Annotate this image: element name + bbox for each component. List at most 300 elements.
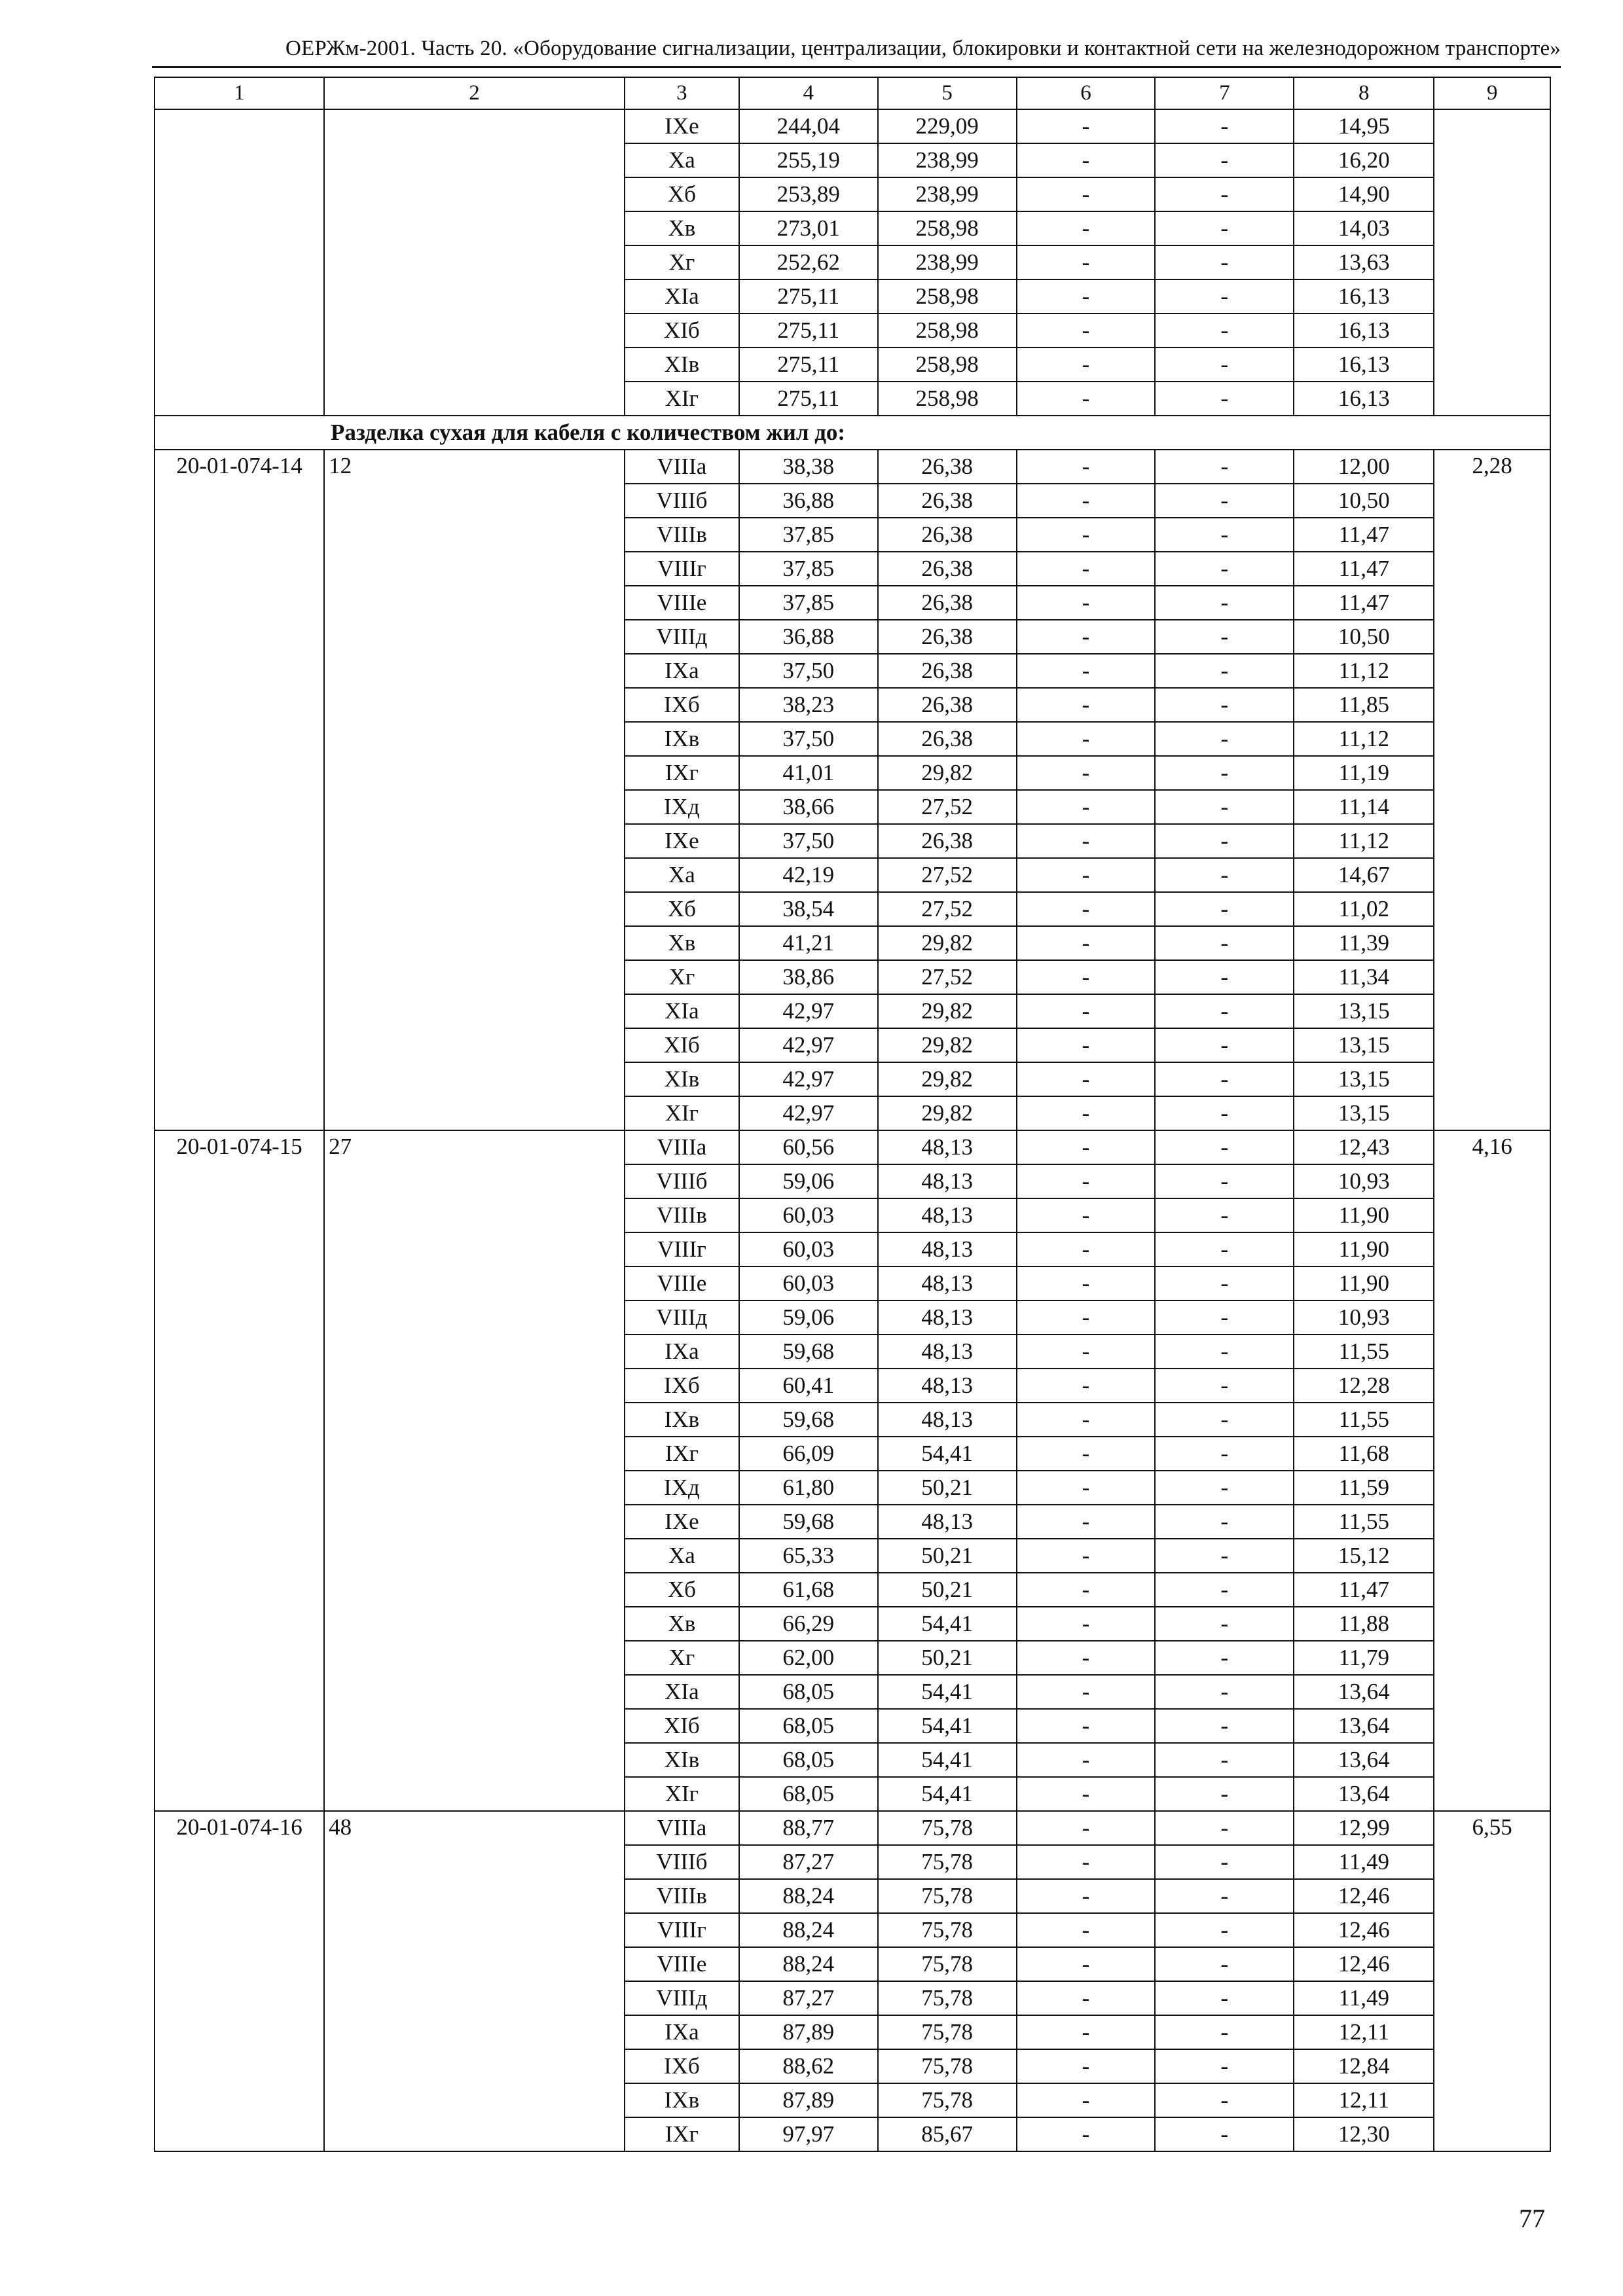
- table-cell-col3: Xб: [625, 892, 739, 926]
- table-cell-col4: 38,54: [739, 892, 878, 926]
- table-cell-col8: 12,84: [1294, 2049, 1434, 2083]
- rate-code: 20-01-074-15: [155, 1130, 324, 1811]
- table-cell-col4: 59,06: [739, 1300, 878, 1335]
- table-cell-col4: 60,03: [739, 1266, 878, 1300]
- table-cell-col5: 75,78: [878, 1879, 1017, 1913]
- table-cell-col7: -: [1155, 1539, 1294, 1573]
- table-cell-col6: -: [1017, 382, 1156, 416]
- table-cell-col4: 68,05: [739, 1709, 878, 1743]
- table-cell-col5: 238,99: [878, 177, 1017, 211]
- table-cell-col5: 258,98: [878, 211, 1017, 245]
- table-cell-col4: 88,77: [739, 1811, 878, 1845]
- section-title: Разделка сухая для кабеля с количеством жил до:: [155, 416, 1550, 450]
- table-cell-col5: 29,82: [878, 756, 1017, 790]
- rates-table: [154, 77, 1551, 2152]
- table-cell-col5: 50,21: [878, 1641, 1017, 1675]
- table-cell-col5: 27,52: [878, 892, 1017, 926]
- table-cell-col8: 14,95: [1294, 109, 1434, 143]
- table-cell-col8: 12,30: [1294, 2117, 1434, 2151]
- table-cell-col8: 10,93: [1294, 1164, 1434, 1198]
- column-number: 8: [1294, 77, 1434, 109]
- table-cell-col3: VIIIд: [625, 1981, 739, 2015]
- table-cell-col8: 10,50: [1294, 620, 1434, 654]
- table-cell-col5: 26,38: [878, 450, 1017, 484]
- table-cell-col7: -: [1155, 245, 1294, 279]
- table-cell-col4: 59,68: [739, 1505, 878, 1539]
- table-cell-col8: 14,90: [1294, 177, 1434, 211]
- table-cell-col8: 13,15: [1294, 994, 1434, 1028]
- table-cell-col9: [1434, 109, 1550, 416]
- column-number: 5: [878, 77, 1017, 109]
- table-cell-col3: IXa: [625, 1335, 739, 1369]
- table-cell-col4: 68,05: [739, 1743, 878, 1777]
- table-cell-col8: 11,90: [1294, 1198, 1434, 1232]
- table-cell-col7: -: [1155, 1777, 1294, 1811]
- table-cell-col4: 62,00: [739, 1641, 878, 1675]
- table-cell-col3: Xa: [625, 858, 739, 892]
- table-cell-col5: 29,82: [878, 994, 1017, 1028]
- table-cell-col6: -: [1017, 1062, 1156, 1096]
- table-cell-col3: VIIIб: [625, 484, 739, 518]
- table-cell-col3: IXг: [625, 2117, 739, 2151]
- table-cell-col4: 253,89: [739, 177, 878, 211]
- table-cell-col6: -: [1017, 143, 1156, 177]
- table-cell-col8: 16,20: [1294, 143, 1434, 177]
- table-cell-col7: -: [1155, 1335, 1294, 1369]
- table-cell-col8: 11,49: [1294, 1981, 1434, 2015]
- table-cell-col8: 11,34: [1294, 960, 1434, 994]
- table-cell-col6: -: [1017, 1981, 1156, 2015]
- table-cell-col3: Xб: [625, 177, 739, 211]
- table-cell-col8: 11,59: [1294, 1471, 1434, 1505]
- rate-name: [324, 109, 625, 416]
- table-cell-col7: -: [1155, 279, 1294, 314]
- table-cell-col5: 258,98: [878, 279, 1017, 314]
- table-cell-col6: -: [1017, 1709, 1156, 1743]
- section-row: [155, 416, 1550, 450]
- table-cell-col6: -: [1017, 1471, 1156, 1505]
- table-cell-col5: 50,21: [878, 1471, 1017, 1505]
- table-cell-col8: 12,46: [1294, 1913, 1434, 1947]
- table-cell-col6: -: [1017, 1403, 1156, 1437]
- table-cell-col5: 48,13: [878, 1369, 1017, 1403]
- table-cell-col7: -: [1155, 620, 1294, 654]
- table-cell-col3: VIIIд: [625, 1300, 739, 1335]
- table-cell-col7: -: [1155, 892, 1294, 926]
- table-cell-col4: 42,97: [739, 1062, 878, 1096]
- table-cell-col3: VIIIe: [625, 586, 739, 620]
- table-cell-col7: -: [1155, 722, 1294, 756]
- table-cell-col6: -: [1017, 1607, 1156, 1641]
- table-cell-col6: -: [1017, 1437, 1156, 1471]
- table-cell-col4: 88,24: [739, 1913, 878, 1947]
- table-cell-col3: IXд: [625, 1471, 739, 1505]
- table-cell-col8: 11,49: [1294, 1845, 1434, 1879]
- table-cell-col8: 11,79: [1294, 1641, 1434, 1675]
- table-cell-col8: 12,28: [1294, 1369, 1434, 1403]
- table-cell-col7: -: [1155, 1641, 1294, 1675]
- table-cell-col7: -: [1155, 484, 1294, 518]
- table-cell-col6: -: [1017, 654, 1156, 688]
- table-cell-col3: XIв: [625, 348, 739, 382]
- table-cell-col4: 38,38: [739, 450, 878, 484]
- table-cell-col5: 75,78: [878, 1913, 1017, 1947]
- table-cell-col7: -: [1155, 926, 1294, 960]
- table-cell-col4: 60,41: [739, 1369, 878, 1403]
- table-cell-col6: -: [1017, 348, 1156, 382]
- table-cell-col5: 50,21: [878, 1539, 1017, 1573]
- table-cell-col7: -: [1155, 654, 1294, 688]
- rate-code: 20-01-074-14: [155, 450, 324, 1130]
- table-cell-col7: -: [1155, 1675, 1294, 1709]
- table-cell-col8: 11,55: [1294, 1335, 1434, 1369]
- table-cell-col7: -: [1155, 1198, 1294, 1232]
- table-cell-col7: -: [1155, 177, 1294, 211]
- table-cell-col8: 12,46: [1294, 1947, 1434, 1981]
- table-row: [155, 450, 1550, 484]
- table-row: [155, 1130, 1550, 1164]
- table-cell-col5: 27,52: [878, 790, 1017, 824]
- table-cell-col7: -: [1155, 1471, 1294, 1505]
- table-cell-col5: 48,13: [878, 1130, 1017, 1164]
- table-cell-col6: -: [1017, 314, 1156, 348]
- column-number: 2: [324, 77, 625, 109]
- table-cell-col5: 75,78: [878, 1811, 1017, 1845]
- table-cell-col4: 68,05: [739, 1777, 878, 1811]
- table-cell-col3: IXг: [625, 1437, 739, 1471]
- table-cell-col7: -: [1155, 348, 1294, 382]
- table-cell-col6: -: [1017, 484, 1156, 518]
- table-cell-col3: XIa: [625, 994, 739, 1028]
- table-cell-col5: 75,78: [878, 1845, 1017, 1879]
- table-cell-col5: 75,78: [878, 2015, 1017, 2049]
- rate-code: 20-01-074-16: [155, 1811, 324, 2151]
- table-cell-col8: 11,90: [1294, 1266, 1434, 1300]
- table-cell-col3: XIв: [625, 1743, 739, 1777]
- table-cell-col7: -: [1155, 1437, 1294, 1471]
- table-cell-col3: XIa: [625, 1675, 739, 1709]
- table-cell-col3: VIIIe: [625, 1947, 739, 1981]
- table-cell-col7: -: [1155, 1709, 1294, 1743]
- table-cell-col7: -: [1155, 960, 1294, 994]
- table-cell-col3: Xв: [625, 211, 739, 245]
- table-cell-col3: Xг: [625, 960, 739, 994]
- table-cell-col5: 26,38: [878, 654, 1017, 688]
- table-cell-col3: VIIIe: [625, 1266, 739, 1300]
- table-cell-col6: -: [1017, 1232, 1156, 1266]
- table-cell-col7: -: [1155, 450, 1294, 484]
- table-cell-col4: 273,01: [739, 211, 878, 245]
- table-cell-col6: -: [1017, 1811, 1156, 1845]
- table-cell-col5: 29,82: [878, 1096, 1017, 1130]
- rate-name: 48: [324, 1811, 625, 2151]
- table-cell-col3: IXв: [625, 1403, 739, 1437]
- table-cell-col7: -: [1155, 382, 1294, 416]
- table-cell-col5: 26,38: [878, 688, 1017, 722]
- table-cell-col4: 87,27: [739, 1845, 878, 1879]
- table-cell-col8: 11,02: [1294, 892, 1434, 926]
- table-cell-col8: 16,13: [1294, 382, 1434, 416]
- table-cell-col4: 88,24: [739, 1947, 878, 1981]
- table-cell-col4: 68,05: [739, 1675, 878, 1709]
- table-cell-col7: -: [1155, 2117, 1294, 2151]
- table-cell-col3: IXб: [625, 1369, 739, 1403]
- table-cell-col3: XIг: [625, 382, 739, 416]
- table-cell-col9: 6,55: [1434, 1811, 1550, 2151]
- column-number: 7: [1155, 77, 1294, 109]
- table-cell-col3: IXг: [625, 756, 739, 790]
- table-cell-col5: 26,38: [878, 620, 1017, 654]
- table-cell-col6: -: [1017, 1947, 1156, 1981]
- table-cell-col8: 12,11: [1294, 2083, 1434, 2117]
- table-cell-col8: 11,88: [1294, 1607, 1434, 1641]
- table-cell-col5: 258,98: [878, 314, 1017, 348]
- table-cell-col3: Xг: [625, 1641, 739, 1675]
- table-cell-col4: 36,88: [739, 620, 878, 654]
- table-cell-col8: 12,43: [1294, 1130, 1434, 1164]
- table-cell-col6: -: [1017, 109, 1156, 143]
- table-cell-col4: 66,09: [739, 1437, 878, 1471]
- table-cell-col4: 87,89: [739, 2083, 878, 2117]
- table-cell-col7: -: [1155, 1811, 1294, 1845]
- table-cell-col4: 255,19: [739, 143, 878, 177]
- table-cell-col6: -: [1017, 552, 1156, 586]
- table-cell-col3: IXб: [625, 688, 739, 722]
- table-cell-col6: -: [1017, 1164, 1156, 1198]
- table-cell-col5: 48,13: [878, 1232, 1017, 1266]
- table-cell-col3: XIг: [625, 1096, 739, 1130]
- table-cell-col8: 11,47: [1294, 552, 1434, 586]
- table-cell-col3: IXв: [625, 2083, 739, 2117]
- table-cell-col5: 54,41: [878, 1675, 1017, 1709]
- table-cell-col5: 26,38: [878, 518, 1017, 552]
- table-cell-col7: -: [1155, 858, 1294, 892]
- table-cell-col5: 54,41: [878, 1437, 1017, 1471]
- table-cell-col7: -: [1155, 1028, 1294, 1062]
- column-number: 9: [1434, 77, 1550, 109]
- table-cell-col8: 12,46: [1294, 1879, 1434, 1913]
- table-cell-col7: -: [1155, 552, 1294, 586]
- table-cell-col7: -: [1155, 1981, 1294, 2015]
- header-rule: [152, 66, 1561, 68]
- table-cell-col3: XIб: [625, 1709, 739, 1743]
- table-cell-col7: -: [1155, 790, 1294, 824]
- table-cell-col7: -: [1155, 756, 1294, 790]
- table-cell-col8: 13,15: [1294, 1028, 1434, 1062]
- table-cell-col5: 54,41: [878, 1777, 1017, 1811]
- table-cell-col8: 11,12: [1294, 654, 1434, 688]
- table-cell-col5: 27,52: [878, 960, 1017, 994]
- table-cell-col7: -: [1155, 688, 1294, 722]
- table-cell-col6: -: [1017, 1743, 1156, 1777]
- table-cell-col6: -: [1017, 1028, 1156, 1062]
- table-cell-col7: -: [1155, 1369, 1294, 1403]
- table-cell-col5: 75,78: [878, 1981, 1017, 2015]
- table-cell-col3: XIб: [625, 314, 739, 348]
- table-cell-col4: 37,50: [739, 654, 878, 688]
- table-cell-col6: -: [1017, 1096, 1156, 1130]
- table-cell-col4: 37,85: [739, 586, 878, 620]
- table-cell-col8: 13,64: [1294, 1709, 1434, 1743]
- table-cell-col7: -: [1155, 1913, 1294, 1947]
- table-cell-col3: IXe: [625, 824, 739, 858]
- table-cell-col6: -: [1017, 1505, 1156, 1539]
- table-cell-col5: 48,13: [878, 1198, 1017, 1232]
- table-row: [155, 1811, 1550, 1845]
- table-cell-col4: 275,11: [739, 279, 878, 314]
- table-cell-col5: 258,98: [878, 382, 1017, 416]
- table-cell-col6: -: [1017, 2015, 1156, 2049]
- table-cell-col7: -: [1155, 109, 1294, 143]
- table-cell-col3: VIIIг: [625, 552, 739, 586]
- table-cell-col3: VIIIг: [625, 1913, 739, 1947]
- table-cell-col6: -: [1017, 1266, 1156, 1300]
- table-cell-col7: -: [1155, 1947, 1294, 1981]
- column-number: 1: [155, 77, 324, 109]
- table-cell-col8: 15,12: [1294, 1539, 1434, 1573]
- table-cell-col8: 11,55: [1294, 1505, 1434, 1539]
- table-cell-col6: -: [1017, 1675, 1156, 1709]
- table-cell-col4: 60,03: [739, 1232, 878, 1266]
- table-cell-col4: 38,86: [739, 960, 878, 994]
- table-cell-col5: 27,52: [878, 858, 1017, 892]
- table-cell-col5: 54,41: [878, 1743, 1017, 1777]
- table-cell-col5: 50,21: [878, 1573, 1017, 1607]
- table-cell-col6: -: [1017, 892, 1156, 926]
- table-cell-col6: -: [1017, 1198, 1156, 1232]
- table-cell-col8: 11,47: [1294, 1573, 1434, 1607]
- table-cell-col5: 54,41: [878, 1709, 1017, 1743]
- table-cell-col9: 2,28: [1434, 450, 1550, 1130]
- table-cell-col8: 14,67: [1294, 858, 1434, 892]
- table-cell-col4: 42,97: [739, 1096, 878, 1130]
- table-cell-col3: VIIIв: [625, 1879, 739, 1913]
- table-cell-col3: IXe: [625, 1505, 739, 1539]
- table-cell-col5: 75,78: [878, 2049, 1017, 2083]
- table-cell-col8: 13,64: [1294, 1777, 1434, 1811]
- rate-name: 27: [324, 1130, 625, 1811]
- table-cell-col4: 41,21: [739, 926, 878, 960]
- table-cell-col7: -: [1155, 1130, 1294, 1164]
- table-cell-col5: 29,82: [878, 1062, 1017, 1096]
- table-cell-col4: 88,62: [739, 2049, 878, 2083]
- table-cell-col4: 42,19: [739, 858, 878, 892]
- table-cell-col7: -: [1155, 1879, 1294, 1913]
- table-cell-col4: 66,29: [739, 1607, 878, 1641]
- table-cell-col6: -: [1017, 994, 1156, 1028]
- table-cell-col6: -: [1017, 722, 1156, 756]
- table-cell-col8: 13,63: [1294, 245, 1434, 279]
- table-cell-col6: -: [1017, 1845, 1156, 1879]
- table-cell-col3: VIIIб: [625, 1164, 739, 1198]
- table-cell-col7: -: [1155, 2083, 1294, 2117]
- table-cell-col4: 60,56: [739, 1130, 878, 1164]
- table-cell-col4: 37,50: [739, 824, 878, 858]
- table-cell-col5: 54,41: [878, 1607, 1017, 1641]
- column-number: 4: [739, 77, 878, 109]
- table-cell-col4: 60,03: [739, 1198, 878, 1232]
- table-cell-col7: -: [1155, 211, 1294, 245]
- table-cell-col5: 48,13: [878, 1300, 1017, 1335]
- table-cell-col3: VIIIб: [625, 1845, 739, 1879]
- table-cell-col6: -: [1017, 1777, 1156, 1811]
- table-cell-col4: 37,85: [739, 552, 878, 586]
- table-cell-col4: 42,97: [739, 1028, 878, 1062]
- table-cell-col3: Xв: [625, 1607, 739, 1641]
- table-cell-col7: -: [1155, 824, 1294, 858]
- table-cell-col6: -: [1017, 586, 1156, 620]
- table-cell-col8: 13,64: [1294, 1743, 1434, 1777]
- table-cell-col4: 88,24: [739, 1879, 878, 1913]
- table-cell-col6: -: [1017, 790, 1156, 824]
- table-cell-col8: 10,50: [1294, 484, 1434, 518]
- table-cell-col8: 11,85: [1294, 688, 1434, 722]
- table-cell-col7: -: [1155, 2049, 1294, 2083]
- table-row: [155, 109, 1550, 143]
- table-cell-col5: 26,38: [878, 484, 1017, 518]
- table-cell-col3: Xб: [625, 1573, 739, 1607]
- table-cell-col3: Xв: [625, 926, 739, 960]
- table-cell-col6: -: [1017, 518, 1156, 552]
- table-cell-col6: -: [1017, 926, 1156, 960]
- table-cell-col5: 26,38: [878, 552, 1017, 586]
- table-cell-col3: IXв: [625, 722, 739, 756]
- table-cell-col6: -: [1017, 2049, 1156, 2083]
- table-cell-col6: -: [1017, 858, 1156, 892]
- table-cell-col4: 42,97: [739, 994, 878, 1028]
- table-cell-col7: -: [1155, 1096, 1294, 1130]
- table-cell-col3: XIв: [625, 1062, 739, 1096]
- table-cell-col6: -: [1017, 1335, 1156, 1369]
- table-cell-col5: 75,78: [878, 1947, 1017, 1981]
- page-header: ОЕРЖм-2001. Часть 20. «Оборудование сигнализации, централизации, блокировки и контактной сети на железнодорожном транспорте»: [285, 37, 1561, 60]
- table-cell-col7: -: [1155, 1164, 1294, 1198]
- table-cell-col7: -: [1155, 518, 1294, 552]
- table-cell-col6: -: [1017, 756, 1156, 790]
- table-cell-col4: 87,27: [739, 1981, 878, 2015]
- table-cell-col7: -: [1155, 314, 1294, 348]
- column-number: 3: [625, 77, 739, 109]
- table-cell-col6: -: [1017, 1130, 1156, 1164]
- table-cell-col3: VIIIa: [625, 1811, 739, 1845]
- table-cell-col3: VIIIa: [625, 1130, 739, 1164]
- table-cell-col8: 13,64: [1294, 1675, 1434, 1709]
- table-cell-col8: 11,68: [1294, 1437, 1434, 1471]
- table-cell-col5: 48,13: [878, 1403, 1017, 1437]
- table-cell-col6: -: [1017, 1573, 1156, 1607]
- table-cell-col7: -: [1155, 1403, 1294, 1437]
- table-cell-col3: VIIIв: [625, 1198, 739, 1232]
- table-cell-col5: 85,67: [878, 2117, 1017, 2151]
- table-cell-col6: -: [1017, 620, 1156, 654]
- table-cell-col6: -: [1017, 2083, 1156, 2117]
- table-cell-col5: 48,13: [878, 1164, 1017, 1198]
- table-cell-col8: 16,13: [1294, 314, 1434, 348]
- table-cell-col6: -: [1017, 1300, 1156, 1335]
- table-cell-col8: 11,19: [1294, 756, 1434, 790]
- table-cell-col4: 61,68: [739, 1573, 878, 1607]
- table-cell-col6: -: [1017, 2117, 1156, 2151]
- table-cell-col4: 244,04: [739, 109, 878, 143]
- table-cell-col5: 29,82: [878, 1028, 1017, 1062]
- table-cell-col8: 11,39: [1294, 926, 1434, 960]
- table-cell-col3: IXд: [625, 790, 739, 824]
- table-cell-col4: 275,11: [739, 348, 878, 382]
- table-cell-col6: -: [1017, 211, 1156, 245]
- rate-code: [155, 109, 324, 416]
- table-cell-col4: 59,06: [739, 1164, 878, 1198]
- column-number: 6: [1017, 77, 1156, 109]
